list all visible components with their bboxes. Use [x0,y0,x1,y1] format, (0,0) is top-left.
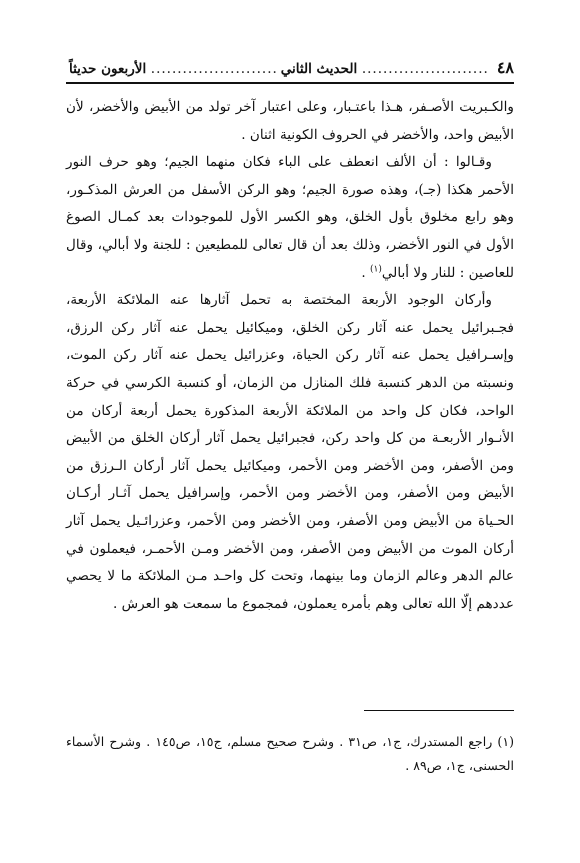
paragraph-2 [66,149,514,287]
page-number: ٤٨ [496,58,514,77]
running-header [66,58,514,82]
footnotes [66,730,514,778]
footnote-1: (١) راجع المستدرك، ج١، ص٣١ . وشرح صحيح مسلم، ج١٥، ص١٤٥ . وشرح الأسماء الحسنى، ج١، ص٨٩ . [66,734,514,773]
header-dot-leader [149,61,278,77]
main-text [66,94,514,618]
paragraph-1: والكـبريت الأصـفر، هـذا باعتـبار، وعلى اعتبار آخر تولد من الأبيض والأخضر، لأن الأبيض واحد، والأخضر في الحروف الكونية اثنان . [66,99,514,143]
header-dot-leader [360,61,489,77]
header-rule [66,82,514,84]
footnote-separator [364,710,514,711]
footnote-marker: (١) [369,264,382,275]
paragraph-2-text: وقـالوا : أن الألف انعطف على الباء فكان منهما الجيم؛ وهو حرف النور الأحمر هكذا (جـ)، وهذه صورة الجيم؛ وهو الركن الأسفل من العرش المذكـور، وهو رابع مخلوق بأول الخلق، وهو الكسر الأول للموجودات بعد كمـال الصوغ الأول في النور الأخضر، وذلك بعد أن قال تعالى للمطيعين : للجنة ولا أبالي، وقال للعاصين : للنار ولا أبالي [66,154,514,281]
chapter-title: الحديث الثاني [280,61,358,77]
paragraph-3: وأركان الوجود الأربعة المختصة به تحمل آثارها عنه الملائكة الأربعة، فجـبرائيل يحمل عنه آثار ركن الخلق، وميكائيل يحمل عنه آثار ركن الرزق، وإسـرافيل يحمل عنه آثار ركن الحياة، وعزرائيل يحمل عنه آثار ركن الموت، ونسبته من الدهر كنسبة فلك المنازل من الزمان، أو كنسبة الكرسي في حركة الواحد، فكان كل واحد من الملائكة الأربعة المذكورة يحمل أربعة أركان من الأنـوار الأربعـة من كل واحد ركن، فجبرائيل يحمل آثار أركان الخلق من الأبيض ومن الأصفر، ومن الأخضر ومن الأحمر، وميكائيل يحمل آثار أركان الـرزق من الأبيض ومن الأصفر، ومن الأخضر ومن الأحمر، وإسرافيل يحمل آثـار أركـان الحـياة من الأبيض ومن الأصفر، ومن الأخضر ومن الأحمر، وعزرائـيل يحمل آثار أركان الموت من الأبيض ومن الأصفر، ومن الأخضر ومـن الأحمـر، فيعملون في عالم الدهر وعالم الزمان وما بينهما، وتحت كل واحـد مـن الملائكة ما لا يحصي عددهم إلّا الله تعالى وهم بأمره يعملون، فمجموع ما سمعت هو العرش . [66,292,514,612]
book-title: الأربعون حديثاً [69,61,147,77]
paragraph-2-end: . [361,264,366,281]
